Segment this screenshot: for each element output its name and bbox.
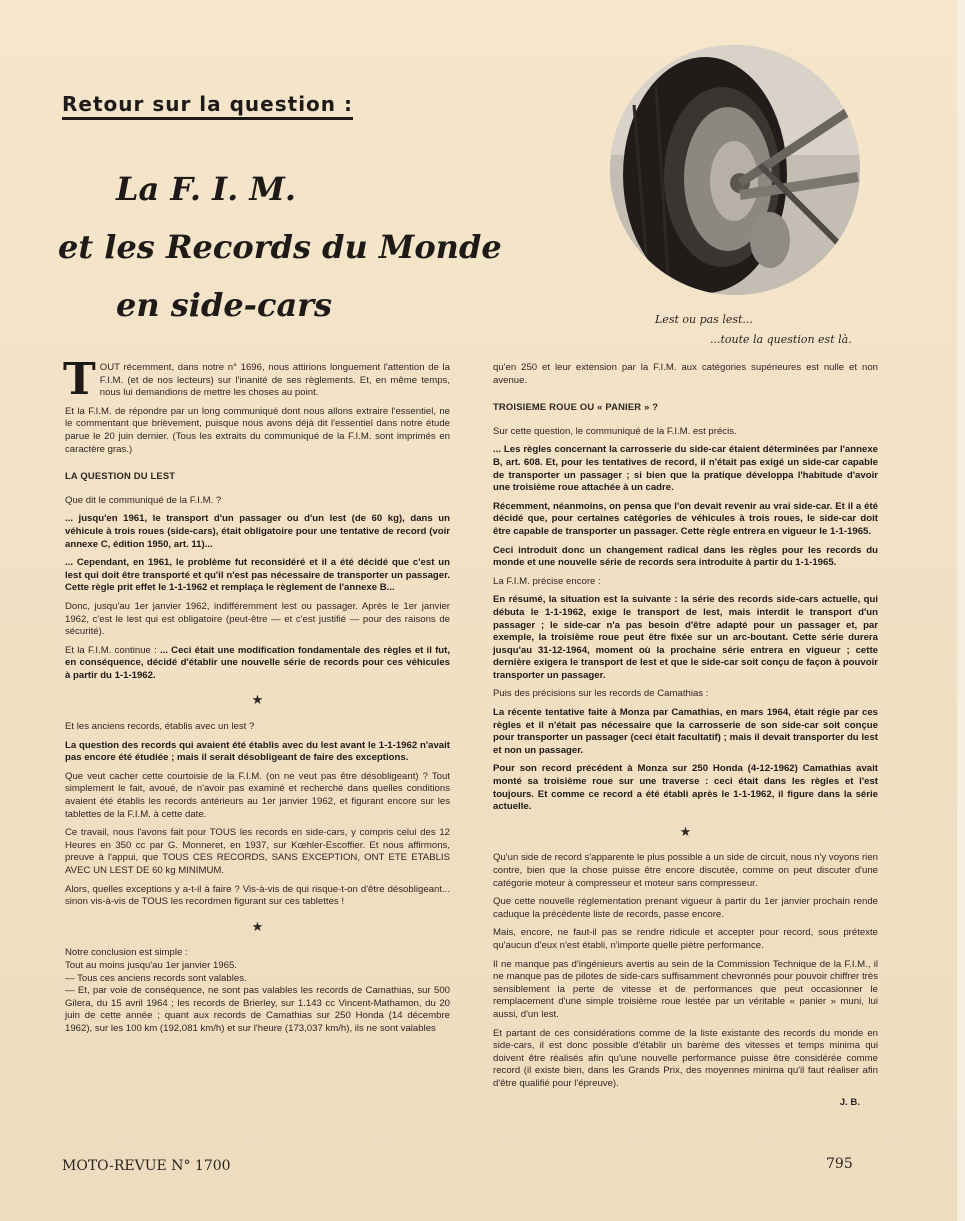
anciens-quote: La question des records qui avaient été établis avec du lest avant le 1-1-1962 n'avait pas encore été étudiée ; mais il serait désobligeant de faire des exceptions. (65, 739, 450, 764)
lest-p4-lead: Et la F.I.M. continue : (65, 644, 160, 656)
lest-paragraph-4 (65, 645, 450, 683)
conclusion-line-4: — Et, par voie de conséquence, ne sont pas valables les records de Camathias, sur 500 Gilera, du 15 avril 1964 ; les records de Brierley, sur 1.143 cc Vincent-Mathamon, du 20 juin de cette année ; quant aux records de Camathias sur 250 Honda (14 décembre 1962), sur les 100 km (192,081 km/h) et sur l'heure (173,037 km/h), ils ne sont valables (65, 985, 450, 1034)
drop-cap: T (63, 354, 96, 405)
intro-paragraph-2: Et la F.I.M. de répondre par un long communiqué dont nous allons extraire l'essentiel, ne le commentant que brièvement, puisque nous avons déjà dit l'essentiel dans notre étude parue le 20 juin dernier. (Tous les extraits du communiqué de la F.I.M. sont imprimés en caractère gras.) (65, 405, 450, 455)
article-title (58, 160, 558, 334)
panier-quote-6: Pour son record précédent à Monza sur 250 Honda (4-12-1962) Camathias avait monté sa troisième roue sur une traverse : ceci était dans les règles et l'est toujours. Et comme ce record a été établi après le 1-1-1962, il figure dans la série actuelle. (493, 763, 878, 813)
lest-paragraph-3: Donc, jusqu'au 1er janvier 1962, indifféremment lest ou passager. Après le 1er janvier 1962, c'est le lest qui est obligatoire (peut-être — et c'est justifié — pour des raisons de sécurité). (65, 600, 450, 638)
panier-quote-4: En résumé, la situation est la suivante : la série des records side-cars actuelle, qui débuta le 1-1-1962, exige le transport de lest, mais interdit le transport d'un passager ; le side-car n'a pas besoin d'être adapté pour un passager et, par exemple, la troisième roue peut être fixée sur un arc-boutant. Cette série durera jusqu'au 31-12-1964, moment où la prochaine série entrera en vigueur ; cette dernière exigera le transport de lest et que le side-car soit conçu de façon à pouvoir transporter un passager. (493, 594, 878, 681)
panier-question: Sur cette question, le communiqué de la F.I.M. est précis. (493, 425, 737, 437)
intro-paragraph-1 (63, 354, 450, 405)
final-paragraph-1: Qu'un side de record s'apparente le plus possible à un side de circuit, nous n'y voyons rien contre, bien que la chose puisse être encore discutée, comme on peut discuter d'une catégorie moteur à compresseur et moteur sans compresseur. (493, 852, 878, 889)
panier-quote-2: Récemment, néanmoins, on pensa que l'on devait revenir au vrai side-car. Et il a été décidé que, pour certaines catégories de véhicules à trois roues, le side-car doit être capable de transporter un passager. Cette règle entrera en vigueur le 1-1-1965. (493, 500, 878, 537)
conclusion-line-1: Notre conclusion est simple : (65, 947, 188, 959)
sidecar-wheel-photo (610, 45, 860, 295)
star-separator-2: ★ (251, 918, 264, 934)
conclusion-line-3: — Tous ces anciens records sont valables. (65, 972, 247, 984)
page-number: 795 (826, 1156, 853, 1172)
page-edge (957, 0, 965, 1221)
left-column (63, 354, 451, 1042)
conclusion-line-2: Tout au moins jusqu'au 1er janvier 1965. (65, 959, 237, 971)
article-kicker: Retour sur la question : (62, 92, 353, 120)
lest-question: Que dit le communiqué de la F.I.M. ? (65, 494, 222, 506)
panier-question-3: Puis des précisions sur les records de Camathias : (493, 688, 709, 700)
photo-caption (655, 310, 885, 350)
title-line-2: et les Records du Monde (58, 228, 502, 266)
final-paragraph-5: Et partant de ces considérations comme de la liste existante des records du monde en side-cars, il est donc possible d'établir un barème des vitesses et temps minima qui doivent être réalisés afin qu'une nouvelle performance puisse être considérée comme record (il existe bien, dans les Grands Prix, des moyennes minima qu'il faut réaliser afin d'être qualifié pour l'épreuve). (493, 1027, 878, 1089)
heading-panier: TROISIEME ROUE OU « PANIER » ? (493, 401, 659, 413)
lest-quote-1: ... jusqu'en 1961, le transport d'un passager ou d'un lest (de 60 kg), dans un véhicule à trois roues (side-cars), était obligatoire pour une tentative de record (voir annexe C, édition 1950, art. 11)... (65, 513, 450, 550)
anciens-paragraph-2: Ce travail, nous l'avons fait pour TOUS les records en side-cars, y compris celui des 12 Heures en 350 cc par G. Monneret, en 1937, sur Kœhler-Escoffier. Et nous affirmons, preuve à l'appui, que TOUS CES RECORDS, SANS EXCEPTION, ONT ETE ETABLIS AVEC UN LEST DE 60 kg MINIMUM. (65, 827, 450, 876)
right-column (493, 362, 878, 1109)
intro-text-1: OUT récemment, dans notre n° 1696, nous attirions longuement l'attention de la F.I.M. (et de nos lecteurs) sur l'inanité de ses règlements. Et, en même temps, nous lui demandions de mettre les choses au point. (99, 362, 450, 399)
panier-quote-5: La récente tentative faite à Monza par Camathias, en mars 1964, était régie par ces règles et il n'était pas nécessaire que la carrosserie de son side-car soit conçue pour transporter un passager (ceci était facultatif) ; mais il devait transporter du lest et non un passager. (493, 707, 878, 756)
panier-quote-1: ... Les règles concernant la carrosserie du side-car étaient déterminées par l'annexe B, art. 608. Et, pour les tentatives de record, il n'était pas exigé un side-car capable de transporter un passager ; si bien que la pratique développa l'habitude d'avoir une troisième roue attachée à un cadre. (493, 444, 878, 494)
panier-question-2: La F.I.M. précise encore : (493, 575, 601, 587)
right-continuation: qu'en 250 et leur extension par la F.I.M. aux catégories supérieures est nulle et non avenue. (493, 362, 878, 386)
star-separator-1: ★ (251, 692, 264, 708)
caption-line-1: Lest ou pas lest... (655, 313, 753, 326)
anciens-question: Et les anciens records, établis avec un lest ? (65, 721, 255, 733)
anciens-paragraph-3: Alors, quelles exceptions y a-t-il à faire ? Vis-à-vis de qui risque-t-on d'être désobligeant... sinon vis-à-vis de TOUS les recordmen figurant sur ces tablettes ! (65, 883, 450, 908)
anciens-paragraph-1: Que veut cacher cette courtoisie de la F.I.M. (on ne veut pas être désobligeant) ? Tout simplement le fait, avoué, de n'avoir pas examiné et recherché dans quelles conditions avaient été établis les records antérieurs au 1er janvier 1962, et figurant encore sur les tablettes de la F.I.M. à cette date. (65, 770, 450, 820)
lest-quote-2: ... Cependant, en 1961, le problème fut reconsidéré et il a été décidé que c'est un lest qui doit être transporté et qu'il n'est pas nécessaire de transporter un passager. Cette règle prit effet le 1-1-1962 et remplaça le règlement de l'annexe B... (65, 557, 450, 594)
final-paragraph-2: Que cette nouvelle réglementation prenant vigueur à partir du 1er janvier prochain rende caduque la précédente liste de records, passe encore. (493, 896, 878, 920)
star-separator-3: ★ (679, 823, 692, 839)
final-paragraph-3: Mais, encore, ne faut-il pas se rendre ridicule et accepter pour record, sous prétexte qu'aucun d'eux n'est établi, n'importe quelle piètre performance. (493, 927, 878, 951)
title-line-3: en side-cars (116, 286, 333, 324)
author-signature: J. B. (839, 1096, 860, 1108)
title-line-1: La F. I. M. (116, 170, 296, 208)
caption-line-2: ...toute la question est là. (710, 333, 852, 346)
lest-p4-quote: ... Ceci était une modification fondamentale des règles et il fut, en conséquence, décidé d'établir une nouvelle série de records pour ces véhicules à partir du 1-1-1962. (65, 644, 451, 681)
panier-quote-3: Ceci introduit donc un changement radical dans les règles pour les records du monde et une nouvelle série de records sera introduite à partir du 1-1-1965. (493, 544, 878, 569)
final-paragraph-4: Il ne manque pas d'ingénieurs avertis au sein de la Commission Technique de la F.I.M., il ne manque pas de pilotes de side-cars suffisamment chevronnés pour pouvoir chiffrer très sensiblement la perte de vitesse et de performances que peut occasionner le remplacement d'une simple troisième roue lestée par un véritable « panier » muni, lui aussi, d'un lest. (493, 958, 878, 1020)
heading-lest: LA QUESTION DU LEST (65, 470, 176, 482)
magazine-footer: MOTO-REVUE N° 1700 (62, 1158, 231, 1174)
